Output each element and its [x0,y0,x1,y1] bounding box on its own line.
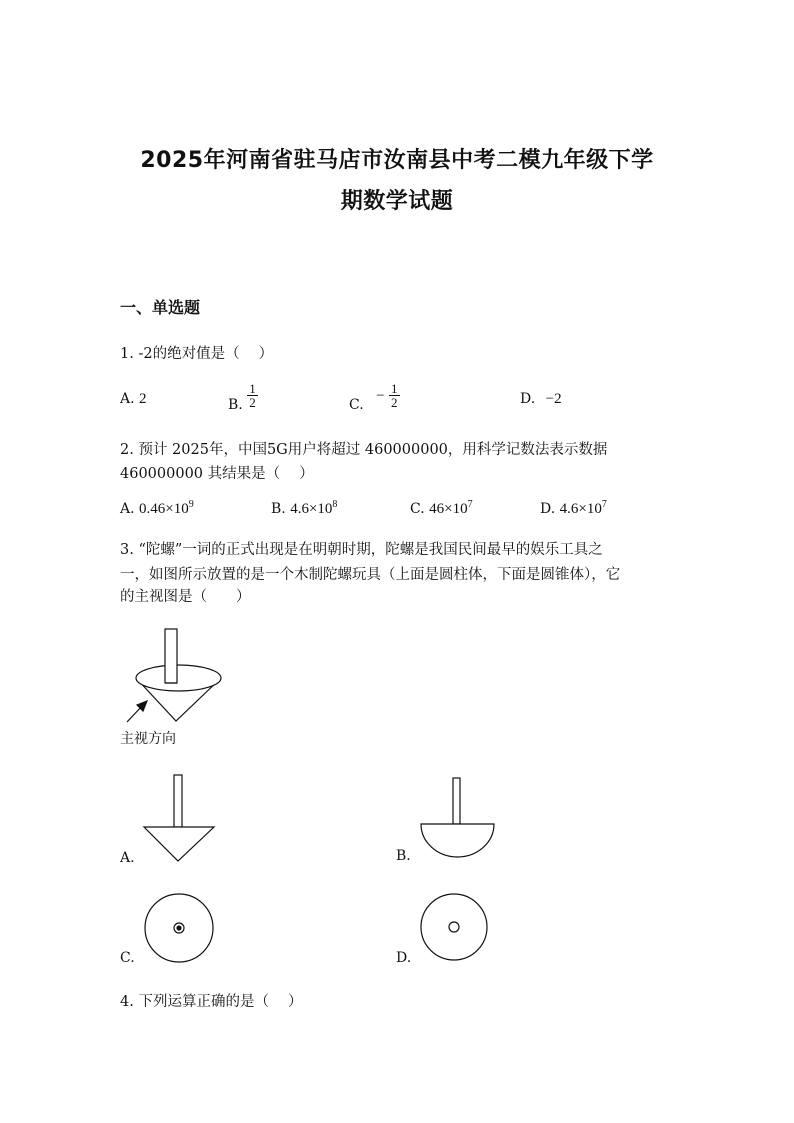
exponent: 8 [332,499,338,510]
option-value [139,501,194,517]
option-label: C. [349,396,364,413]
q1-option-c[interactable] [349,381,400,413]
option-label: D. [540,501,556,517]
exponent: 7 [601,499,607,510]
exponent: 7 [467,499,473,510]
option-label: C. [410,501,425,517]
base: 0.46×10 [139,501,189,517]
q2-option-a[interactable] [120,499,194,518]
q3-option-c-label[interactable]: C. [120,950,135,966]
q2-option-d[interactable] [540,499,607,518]
question-2-stem-line1: 2. 预计 2025年，中国5G用户将超过 460000000，用科学记数法表示数据 [120,442,608,458]
q3-option-a-label[interactable]: A. [120,850,135,866]
q3-option-d-figure[interactable] [419,892,491,964]
q1-option-d[interactable] [520,391,562,408]
option-value [560,501,607,517]
option-label: B. [228,396,243,413]
base: 4.6×10 [290,501,333,517]
exponent: 9 [188,499,194,510]
option-value [290,501,337,517]
page-title-line1: 2025年河南省驻马店市汝南县中考二模九年级下学 [140,148,654,173]
denominator: 2 [391,395,398,410]
base: 46×10 [429,501,468,517]
option-label: A. [120,391,135,407]
fraction [389,382,400,409]
question-3-stem-line2: 一，如图所示放置的是一个木制陀螺玩具（上面是圆柱体，下面是圆锥体），它 [120,567,621,583]
question-1-stem: 1. -2的绝对值是（ ） [120,346,274,362]
q3-option-b-figure[interactable] [418,776,498,860]
question-4-stem: 4. 下列运算正确的是（ ） [120,994,303,1010]
question-3-stem-line1: 3. “陀螺”一词的正式出现是在明朝时期，陀螺是我国民间最早的娱乐工具之 [120,542,603,558]
option-value: 2 [139,391,147,407]
page-title-line2: 期数学试题 [340,189,454,214]
option-value: −2 [545,391,562,407]
base: 4.6×10 [559,501,602,517]
option-label: B. [271,501,286,517]
fraction [247,382,258,409]
question-3-stem-line3: 的主视图是（ ） [120,589,251,605]
section-heading: 一、单选题 [120,298,201,317]
q3-option-b-label[interactable]: B. [396,848,411,864]
option-value [429,501,472,517]
q1-option-b[interactable] [228,381,258,413]
numerator: 1 [391,381,398,396]
denominator: 2 [249,395,256,410]
q3-option-d-label[interactable]: D. [396,950,412,966]
q3-option-a-figure[interactable] [140,773,220,865]
spinning-top-figure [115,625,235,725]
option-label: D. [520,391,536,407]
q1-option-a[interactable] [120,391,147,408]
minus-sign: − [376,387,385,404]
option-label: A. [120,501,135,517]
q3-option-c-figure[interactable] [142,891,218,967]
question-2-stem-line2: 460000000 其结果是（ ） [120,466,314,482]
q2-option-b[interactable] [271,499,337,518]
q2-option-c[interactable] [410,499,473,518]
numerator: 1 [249,381,256,396]
figure-caption: 主视方向 [120,731,176,747]
